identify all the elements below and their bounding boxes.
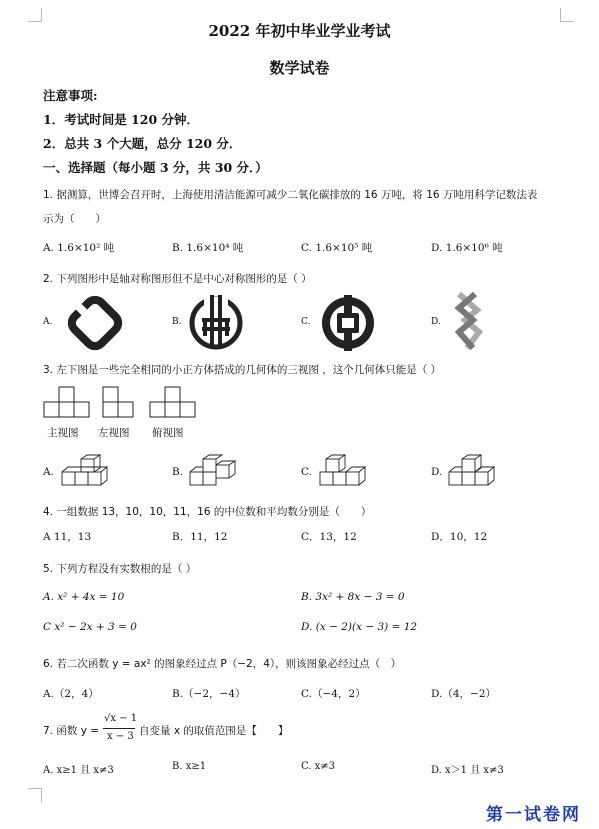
q7-fraction-numerator: √x − 1 [104, 713, 138, 724]
q6-option-d: D.（4，−2） [431, 688, 497, 700]
q2-stem: 2. 下列图形中是轴对称图形但不是中心对称图形的是（ ） [43, 273, 312, 285]
q5-stem: 5. 下列方程没有实数根的是（ ） [43, 563, 197, 575]
q6-option-a: A.（2，4） [43, 688, 99, 700]
q7-stem-prefix: 7. 函数 y = [43, 725, 100, 737]
q4-option-c: C．13，12 [301, 531, 357, 543]
q3-option-c: C. [301, 466, 312, 478]
q4-option-b: B．11，12 [172, 531, 228, 543]
q3-option-b-solid [188, 454, 246, 490]
notes-item-2: 2．总共 3 个大题，总分 120 分． [43, 136, 242, 151]
q3-front-view [42, 386, 92, 420]
q2-figure-d-logo [445, 290, 493, 354]
q2-option-a: A. [43, 317, 53, 327]
q4-option-a: A 11，13 [43, 531, 92, 543]
q3-option-a-solid [60, 454, 118, 490]
q1-option-b: B. 1.6×10⁴ 吨 [172, 242, 244, 254]
q4-option-d: D．10，12 [431, 531, 488, 543]
q2-option-b: B. [172, 317, 182, 327]
q7-option-c: C. x≠3 [301, 761, 336, 772]
q6-option-b: B.（−2，−4） [172, 688, 246, 700]
q7-option-b: B. x≥1 [172, 761, 207, 772]
q3-option-d: D. [431, 466, 443, 478]
q3-left-view-label: 左视图 [98, 427, 130, 439]
notes-item-1: 1．考试时间是 120 分钟． [43, 112, 199, 127]
q5-option-d: D. (x − 2)(x − 3) = 12 [301, 621, 418, 633]
q5-option-b: B. 3x² + 8x − 3 = 0 [301, 591, 405, 603]
q7-fraction-bar [103, 728, 135, 729]
q3-left-view [100, 386, 136, 420]
q1-stem-line2: 示为（ ） [43, 213, 106, 225]
q7-option-a: A. x≥1 且 x≠3 [43, 765, 114, 776]
exam-title: 2022 年初中毕业学业考试 [208, 22, 391, 40]
q3-top-view-label: 俯视图 [152, 427, 184, 439]
q5-option-a: A. x² + 4x = 10 [43, 591, 125, 603]
q3-stem: 3. 左下图是一些完全相同的小正方体搭成的几何体的三视图 ，这个几何体只能是（ ） [43, 364, 442, 376]
q3-option-d-solid [447, 454, 505, 490]
q2-option-d: D. [431, 317, 441, 327]
section-heading: 一、选择题（每小题 3 分，共 30 分．） [43, 160, 268, 175]
q2-figure-b-logo [186, 293, 246, 353]
q7-stem-suffix: 自变量 x 的取值范围是【 】 [139, 725, 289, 737]
q5-option-c: C x² − 2x + 3 = 0 [43, 621, 137, 633]
q1-stem-line1: 1. 据测算，世博会召开时，上海使用清洁能源可减少二氧化碳排放的 16 万吨，将 16 万吨用科学记数法表 [43, 189, 538, 201]
q4-stem: 4. 一组数据 13，10，10，11，16 的中位数和平均数分别是（ ） [43, 506, 372, 518]
q7-fraction-denominator: x − 3 [107, 731, 134, 742]
q3-top-view [148, 386, 198, 420]
q6-stem: 6. 若二次函数 y = ax² 的图象经过点 P（−2，4），则该图象必经过点（ ） [43, 658, 402, 670]
q2-figure-a-logo [58, 294, 132, 352]
q1-option-a: A. 1.6×10² 吨 [43, 242, 115, 254]
notes-heading: 注意事项: [43, 88, 98, 103]
q6-option-c: C.（−4，2） [301, 688, 366, 700]
q3-option-b: B. [172, 466, 184, 478]
q3-front-view-label: 主视图 [47, 427, 79, 439]
q2-option-c: C. [301, 317, 311, 327]
watermark-logo: 第一试卷网 [486, 805, 581, 825]
q3-option-c-solid [318, 454, 376, 490]
q7-option-d: D. x＞1 且 x≠3 [431, 765, 504, 776]
crop-mark-bottom-left [28, 788, 42, 802]
q2-figure-c-logo [318, 293, 378, 353]
q1-option-c: C. 1.6×10⁵ 吨 [301, 242, 373, 254]
q1-option-d: D. 1.6×10⁶ 吨 [431, 242, 503, 254]
exam-subtitle: 数学试卷 [269, 59, 330, 77]
q3-option-a: A. [43, 466, 54, 478]
